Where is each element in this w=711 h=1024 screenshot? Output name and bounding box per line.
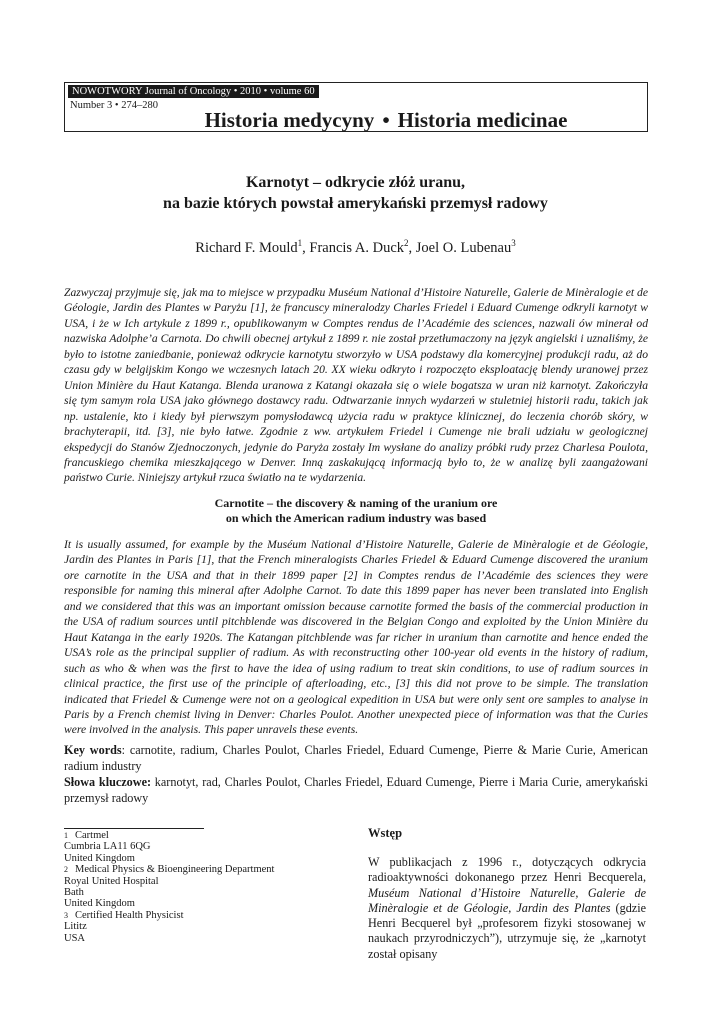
section-title: [65, 108, 647, 133]
author-affiliation-mark: 3: [511, 238, 516, 248]
section-separator: •: [382, 108, 390, 132]
footnote-line: United Kingdom: [64, 898, 135, 910]
affiliation-footnotes: [64, 830, 304, 944]
keywords-english-label: Key words: [64, 743, 122, 757]
journal-header: [64, 82, 648, 132]
author-affiliation-mark: 1: [297, 238, 303, 248]
journal-name-bar: NOWOTWORY Journal of Oncology • 2010 • volume 60: [68, 85, 319, 98]
footnote-mark: 2: [64, 865, 68, 875]
author-separator: ,: [302, 239, 310, 256]
introduction-heading: Wstęp: [368, 826, 403, 840]
footnote-1: [64, 830, 304, 841]
intro-text-a: W publikacjach z 1996 r., dotyczących odkrycia radioaktywności dokonanego przez Henri Becquerela,: [368, 855, 646, 885]
author-separator: ,: [408, 239, 416, 256]
footnote-line: Certified Health Physicist: [75, 909, 184, 921]
keywords-block: [64, 742, 648, 806]
footnote-2: [64, 864, 304, 875]
keywords-english: [64, 742, 648, 774]
footnote-mark: 3: [64, 910, 68, 920]
footnote-line: Royal United Hospital: [64, 875, 159, 887]
footnote-line: United Kingdom: [64, 852, 135, 864]
author-list: [60, 238, 651, 257]
keywords-polish: [64, 774, 648, 806]
author-affiliation-mark: 2: [404, 238, 409, 248]
issue-number: Number 3 • 274–280: [70, 100, 158, 111]
english-title: [64, 496, 648, 526]
keywords-polish-text: karnotyt, rad, Charles Poulot, Charles Friedel, Eduard Cumenge, Pierre i Maria Curie, amerykański przemysł radowy: [64, 775, 649, 805]
article-title-line-1: Karnotyt – odkrycie złóż uranu,: [245, 174, 466, 191]
intro-text-italic: Muséum National d’Histoire Naturelle, Galerie de Minèralogie et de Géologie, Jardin des Plantes: [368, 885, 646, 915]
introduction-column: [368, 826, 646, 962]
footnote-line: Cumbria LA11 6QG: [64, 841, 151, 853]
introduction-paragraph: [368, 855, 646, 962]
footnote-mark: 1: [64, 831, 68, 840]
english-title-line-1: Carnotite – the discovery & naming of the uranium ore: [214, 496, 498, 510]
english-title-line-2: on which the American radium industry was based: [225, 511, 487, 525]
author-name: Joel O. Lubenau: [415, 239, 512, 256]
footnote-line: Cartmel: [75, 830, 109, 841]
footnote-line: Medical Physics & Bioengineering Department: [75, 864, 275, 876]
abstract-english: It is usually assumed, for example by the Muséum National d’Histoire Naturelle, Galerie de Minèralogie et de Géologie, Jardin des Plantes in Paris [1], that the French mineralogists Charles Friedel & Eduard Cumenge discovered the uranium ore carnotite in the USA and that in their 1899 paper [2] in Comptes rendus de l’Académie des sciences they were responsible for naming this mineral after Adolphe Carnot. To date this 1899 paper has never been translated into English and we considered that this was an important omission because carnotite formed the basis of the commercial production in the USA of radium sources until pitchblende was discovered in the Belgian Congo and exploited by the Union Minière du Haut Katanga in the early 1920s. The Katangan pitchblende was far richer in uranium than carnotite and hence ended the USA’s role as the principal supplier of radium. As with reconstructing other 100-year old events in the history of radium, such as who & when was the first to have the idea of using radium to treat skin conditions, to use of radium sources in clinical practice, the first use of the principle of afterloading, etc., [3] this did not prove to be simple. The translation indicated that Friedel & Cumenge were not on a geological expedition in USA but were only sent ore samples to analyse in Paris by a French chemist living in Denver: Charles Poulot. Another unexpected piece of information was that the Curies were involved in the analysis. This paper unravels these events.: [64, 538, 648, 737]
intro-text-b: (gdzie Henri Becquerel był „profesorem fizyki stosowanej w naukach przyrodniczych”), utrzymuje się, że „karnotyt został opisany: [368, 900, 646, 961]
footnote-line: Lititz: [64, 921, 87, 933]
author-name: Richard F. Mould: [195, 239, 298, 256]
keywords-english-text: : carnotite, radium, Charles Poulot, Charles Friedel, Eduard Cumenge, Pierre & Marie Curie, American radium industry: [64, 743, 648, 773]
footnote-line: Bath: [64, 887, 84, 899]
footnote-divider: [64, 828, 204, 829]
footnote-line: USA: [64, 932, 86, 944]
article-title: [60, 172, 651, 214]
article-title-line-2: na bazie których powstał amerykański przemysł radowy: [163, 195, 548, 212]
footnote-3: [64, 910, 304, 921]
abstract-polish: Zazwyczaj przyjmuje się, jak ma to miejsce w przypadku Muséum National d’Histoire Naturelle, Galerie de Minèralogie et de Géologie, Jardin des Plantes w Paryżu [1], że francuscy mineralodzy Charles Friedel i Eduard Cumenge odkryli karnotyt w USA, i że w Ich artykule z 1899 r., opublikowanym w Comptes rendus de l’Académie des sciences, nazwali ów minerał od nazwiska Adolphe’a Carnota. Do chwili obecnej artykuł z 1899 r. nie został przetłumaczony na język angielski i uznaliśmy, że było to istotne zaniedbanie, ponieważ odkrycie karnotytu stworzyło w USA podstawy dla komercyjnej produkcji radu, aż do czasu gdy w belgijskim Kongo we wczesnych latach 20. XX wieku odkryto i rozpoczęto eksploatację blendy uranowej przez Union Minière du Haut Katanga. Blenda uranowa z Katangi okazała się o wiele bogatsza w uran niż karnotyt. Zakończyła się tym samym rola USA jako głównego dostawcy radu. Odtwarzanie innych wydarzeń w stuletniej historii radu, takich jak np. ustalenie, kto i kiedy był pierwszym pomysłodawcą użycia radu w praktyce klinicznej, do leczenia chorób skóry, w brachyterapii, itd. [3], nie było łatwe. Zgodnie z ww. artykułem Friedel i Cumenge nie brali udziału w geologicznej ekspedycji do Stanów Zjednoczonych, jedynie do Paryża zostały Im wysłane do analizy próbki rudy przez Charlesa Poulota, francuskiego chemika mieszkającego w Denver. Inną zaskakującą informacją było to, że w analizę byli zaangażowani państwo Curie. Niniejszy artykuł rzuca światło na te wydarzenia.: [64, 286, 648, 485]
section-title-la: Historia medicinae: [397, 108, 568, 132]
section-title-pl: Historia medycyny: [204, 108, 375, 132]
author-name: Francis A. Duck: [309, 239, 405, 256]
keywords-polish-label: Słowa kluczowe:: [64, 775, 152, 789]
